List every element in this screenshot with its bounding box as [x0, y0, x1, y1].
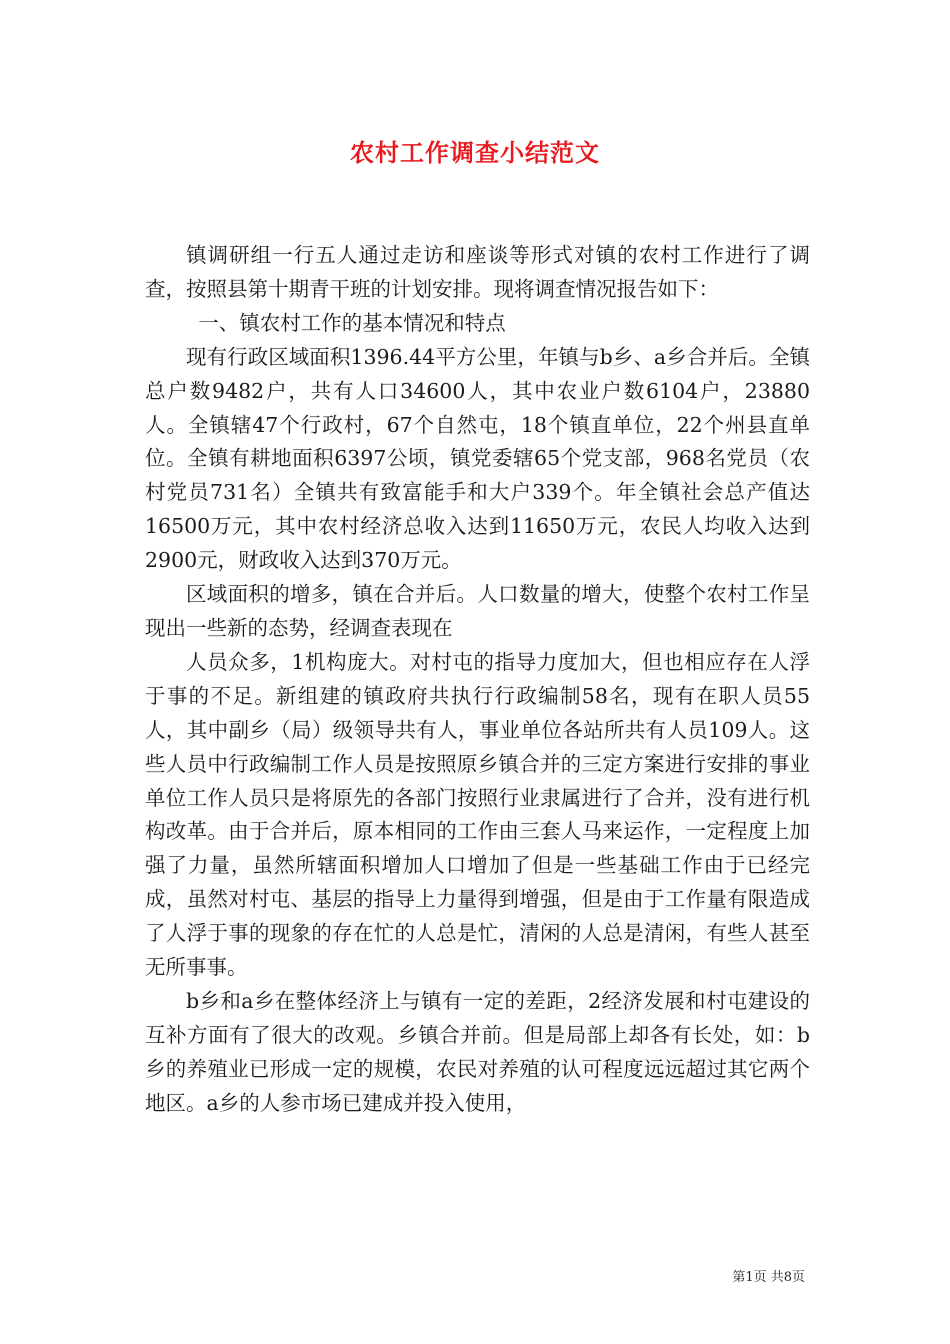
document-body	[145, 239, 810, 1121]
page-title: 农村工作调查小结范文	[350, 138, 600, 167]
page-number: 第1页 共8页	[732, 1270, 805, 1285]
paragraph-intro: 镇调研组一行五人通过走访和座谈等形式对镇的农村工作进行了调查，按照县第十期青干班的计划安排。现将调查情况报告如下：	[145, 243, 810, 301]
paragraph-staffing: 人员众多，1机构庞大。对村屯的指导力度加大，但也相应存在人浮于事的不足。新组建的镇政府共执行行政编制58名，现有在职人员55人，其中副乡（局）级领导共有人，事业单位各站所共有人员109人。这些人员中行政编制工作人员是按照原乡镇合并的三定方案进行安排的事业单位工作人员只是将原先的各部门按照行业隶属进行了合并，没有进行机构改革。由于合并后，原本相同的工作由三套人马来运作，一定程度上加强了力量，虽然所辖面积增加人口增加了但是一些基础工作由于已经完成，虽然对村屯、基层的指导上力量得到增强，但是由于工作量有限造成了人浮于事的现象的存在忙的人总是忙，清闲的人总是清闲，有些人甚至无所事事。	[145, 649, 810, 980]
paragraph-new-situation: 区域面积的增多，镇在合并后。人口数量的增大，使整个农村工作呈现出一些新的态势，经调查表现在	[145, 582, 810, 640]
paragraph-economy: b乡和a乡在整体经济上与镇有一定的差距，2经济发展和村屯建设的互补方面有了很大的改观。乡镇合并前。但是局部上却各有长处，如：b乡的养殖业已形成一定的规模，农民对养殖的认可程度远远超过其它两个地区。a乡的人参市场已建成并投入使用，	[145, 988, 810, 1115]
section-heading: 一、镇农村工作的基本情况和特点	[198, 310, 506, 335]
paragraph-basic-info: 现有行政区域面积1396.44平方公里，年镇与b乡、a乡合并后。全镇总户数9482户，共有人口34600人，其中农业户数6104户，23880人。全镇辖47个行政村，67个自然屯，18个镇直单位，22个州县直单位。全镇有耕地面积6397公顷，镇党委辖65个党支部，968名党员（农村党员731名）全镇共有致富能手和大户339个。年全镇社会总产值达16500万元，其中农村经济总收入达到11650万元，农民人均收入达到2900元，财政收入达到370万元。	[145, 344, 810, 573]
